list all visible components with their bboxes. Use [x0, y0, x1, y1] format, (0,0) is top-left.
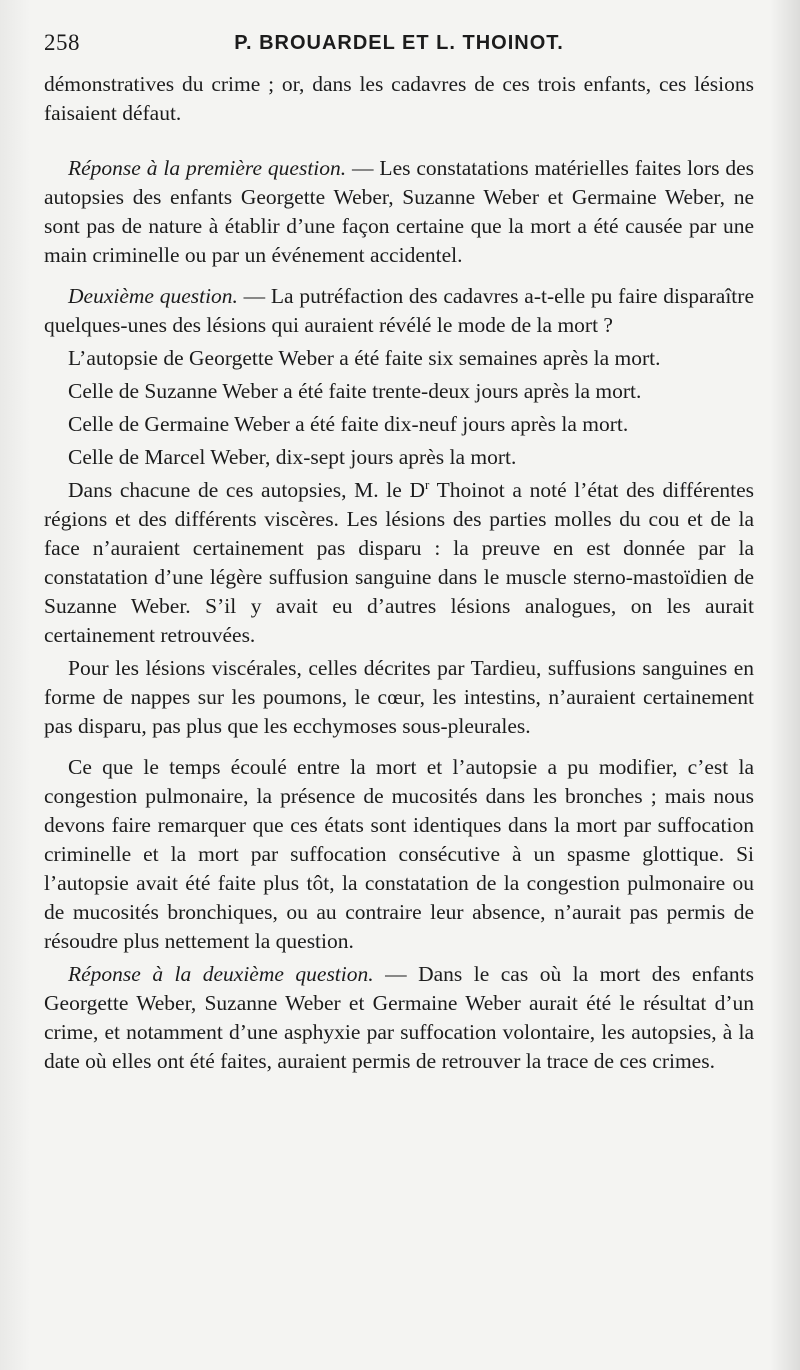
paragraph-autopsy-georgette: L’autopsie de Georgette Weber a été faite six semaines après la mort.: [68, 346, 661, 370]
paragraph-elapsed-time: Ce que le temps écoulé entre la mort et l’autopsie a pu modifier, c’est la congestion pulmonaire, la présence de mucosités dans les bronches ; mais nous devons faire remarquer que ces états sont identiques dans la mort par suffocation criminelle et la mort par suffocation consécutive à un spasme glottique. Si l’autopsie avait été faite plus tôt, la constatation de la congestion pulmonaire ou de mucosités bronchiques, ou au contraire leur absence, n’aurait pas permis de résoudre plus nettement la question.: [44, 755, 754, 953]
page-header: [44, 30, 754, 64]
paragraph-lead: Réponse à la deuxième question.: [68, 962, 374, 986]
paragraph-answer-first-question: Réponse à la première question. — Les constatations matérielles faites lors des autopsies des enfants Georgette Weber, Suzanne Weber et Germaine Weber, ne sont pas de nature à établir d’une façon certaine que la mort a été causée par une main criminelle ou par un événement accidentel.: [44, 156, 754, 267]
paragraph-lead: Deuxième question.: [68, 284, 238, 308]
paragraph-visceral-lesions: Pour les lésions viscérales, celles décrites par Tardieu, suffusions sanguines en forme de nappes sur les poumons, le cœur, les intestins, n’auraient certainement pas disparu, pas plus que les ecchymoses sous-pleurales.: [44, 656, 754, 738]
paragraph-autopsy-suzanne: Celle de Suzanne Weber a été faite trente-deux jours après la mort.: [68, 379, 642, 403]
paragraph-autopsy-marcel: Celle de Marcel Weber, dix-sept jours après la mort.: [68, 445, 517, 469]
paragraph-autopsy-germaine: Celle de Germaine Weber a été faite dix-neuf jours après la mort.: [68, 412, 629, 436]
paragraph-lead: Réponse à la première question.: [68, 156, 347, 180]
paragraph-answer-second-question: Réponse à la deuxième question. — Dans le cas où la mort des enfants Georgette Weber, Suzanne Weber et Germaine Weber aurait été le résultat d’un crime, et notamment d’une asphyxie par suffocation volontaire, les autopsies, à la date où elles ont été faites, auraient permis de retrouver la trace de ces crimes.: [44, 962, 754, 1073]
body-text: [44, 70, 754, 1076]
paragraph-regions-and-viscera: Dans chacune de ces autopsies, M. le $D^r$ Thoinot a noté l’état des différentes régions et des différents viscères. Les lésions des parties molles du cou et de la face n’auraient certainement pas disparu : la preuve en est donnée par la constatation d’une légère suffusion sanguine dans le muscle sterno-mastoïdien de Suzanne Weber. S’il y avait eu d’autres lésions analogues, on les aurait certainement retrouvées.: [44, 476, 754, 647]
paragraph-continuation: démonstratives du crime ; or, dans les cadavres de ces trois enfants, ces lésions faisaient défaut.: [44, 72, 754, 125]
running-title: P. BROUARDEL ET L. THOINOT.: [234, 32, 564, 54]
paragraph-second-question: Deuxième question. — La putréfaction des cadavres a-t-elle pu faire disparaître quelques-unes des lésions qui auraient révélé le mode de la mort ?: [44, 284, 754, 337]
page-number: 258: [44, 30, 80, 55]
